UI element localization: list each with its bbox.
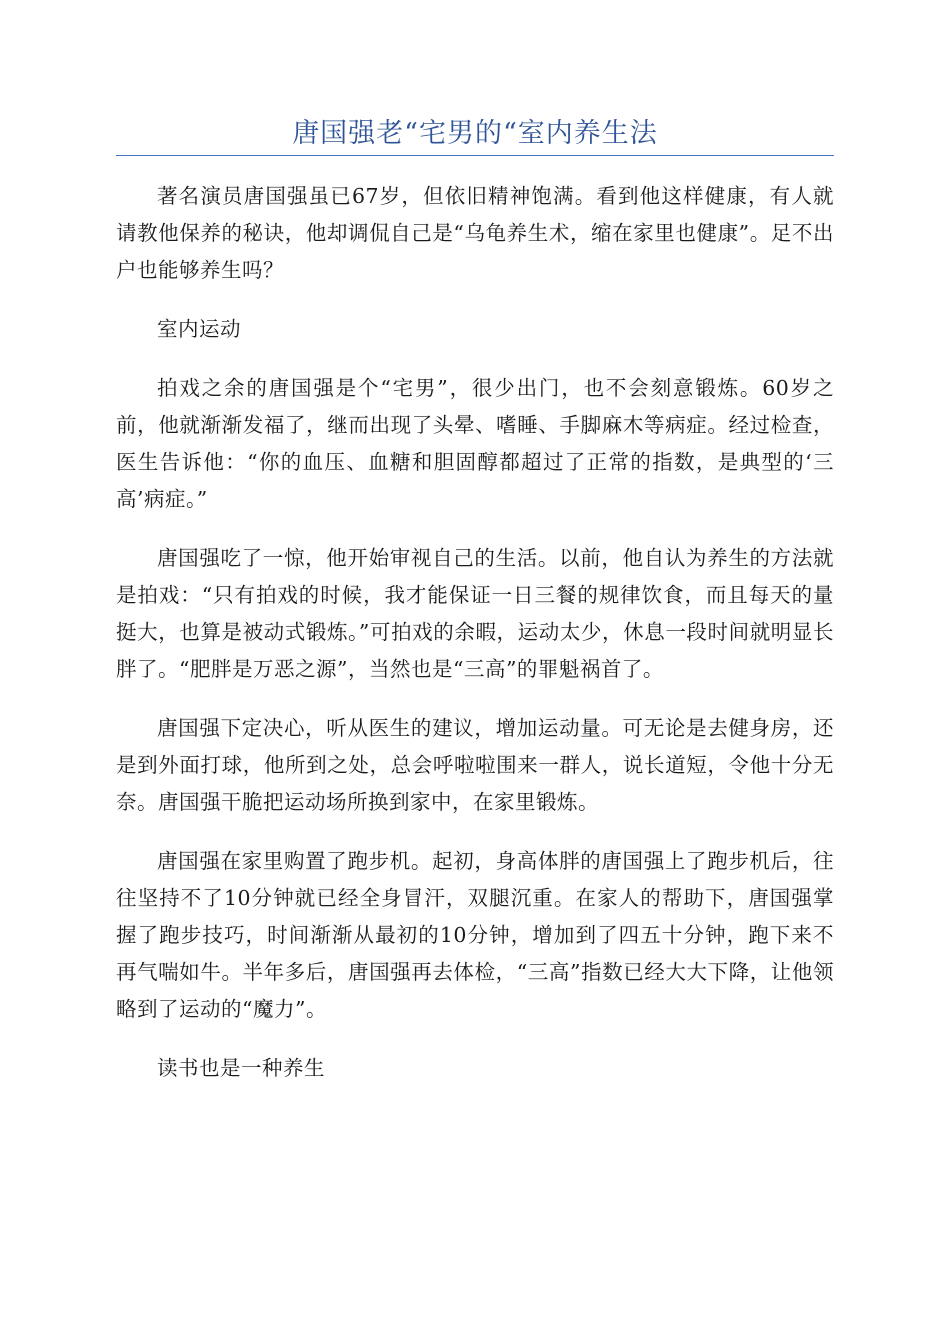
section-heading-indoor-exercise: 室内运动 — [157, 317, 241, 341]
body-paragraph: 唐国强下定决心，听从医生的建议，增加运动量。可无论是去健身房，还是到外面打球，他所到之处，总会呼啦啦围来一群人，说长道短，令他十分无奈。唐国强干脆把运动场所换到家中，在家里锻炼。 — [116, 716, 834, 814]
document-body — [116, 178, 834, 1087]
body-paragraph: 拍戏之余的唐国强是个“宅男”，很少出门，也不会刻意锻炼。60岁之前，他就渐渐发福了，继而出现了头晕、嗜睡、手脚麻木等病症。经过检查，医生告诉他：“你的血压、血糖和胆固醇都超过了正常的指数，是典型的‘三高’病症。” — [116, 376, 834, 511]
section-heading-reading: 读书也是一种养生 — [157, 1056, 325, 1080]
document-page — [116, 0, 834, 1109]
body-paragraph: 唐国强在家里购置了跑步机。起初，身高体胖的唐国强上了跑步机后，往往坚持不了10分钟就已经全身冒汗，双腿沉重。在家人的帮助下，唐国强掌握了跑步技巧，时间渐渐从最初的10分钟，增加到了四五十分钟，跑下来不再气喘如牛。半年多后，唐国强再去体检，“三高”指数已经大大下降，让他领略到了运动的“魔力”。 — [116, 849, 834, 1021]
document-title: 唐国强老“宅男的“室内养生法 — [116, 114, 834, 156]
body-paragraph: 唐国强吃了一惊，他开始审视自己的生活。以前，他自认为养生的方法就是拍戏：“只有拍戏的时候，我才能保证一日三餐的规律饮食，而且每天的量挺大，也算是被动式锻炼。”可拍戏的余暇，运动太少，休息一段时间就明显长胖了。“肥胖是万恶之源”，当然也是“三高”的罪魁祸首了。 — [116, 546, 834, 681]
intro-paragraph: 著名演员唐国强虽已67岁，但依旧精神饱满。看到他这样健康，有人就请教他保养的秘诀，他却调侃自己是“乌龟养生术，缩在家里也健康”。足不出户也能够养生吗？ — [116, 184, 834, 282]
